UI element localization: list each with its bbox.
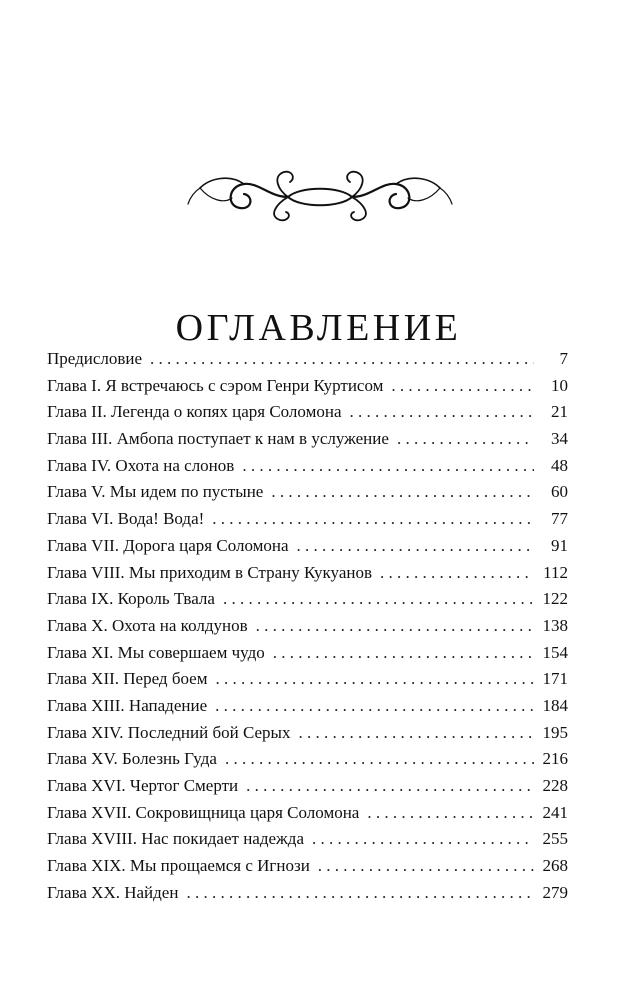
flourish-ornament-icon: [180, 160, 460, 230]
toc-entry-title: Глава IX. Король Твала: [47, 589, 215, 609]
toc-entry: [47, 586, 568, 613]
toc-entry-page: 34: [551, 429, 568, 449]
toc-entry-title: Глава III. Амбопа поступает к нам в услужение: [47, 429, 389, 449]
toc-entry: [47, 773, 568, 800]
toc-entry: [47, 613, 568, 640]
toc-leader-dots: [380, 560, 534, 586]
toc-leader-dots: [242, 453, 534, 479]
toc-leader-dots: [215, 666, 534, 692]
toc-entry-title: Глава IV. Охота на слонов: [47, 455, 235, 475]
toc-entry-page: 48: [551, 455, 568, 475]
toc-entry-title: Глава VIII. Мы приходим в Страну Кукуанов: [47, 562, 372, 582]
toc-entry-page: 60: [551, 482, 568, 502]
toc-entry: [47, 346, 568, 373]
toc-entry-page: 268: [542, 856, 568, 876]
toc-leader-dots: [367, 800, 534, 826]
toc-entry-page: 279: [542, 882, 568, 902]
toc-entry: [47, 640, 568, 667]
toc-leader-dots: [215, 693, 534, 719]
toc-entry: [47, 426, 568, 453]
toc-entry-page: 171: [542, 669, 568, 689]
toc-entry-page: 216: [542, 749, 568, 769]
toc-entry-title: Глава XVII. Сокровищница царя Соломона: [47, 802, 360, 822]
toc-entry: [47, 479, 568, 506]
toc-entry: [47, 399, 568, 426]
toc-leader-dots: [186, 880, 534, 906]
toc-entry: [47, 826, 568, 853]
toc-entry-title: Предисловие: [47, 349, 143, 368]
toc-entry-page: 138: [542, 615, 568, 635]
toc-leader-dots: [225, 746, 534, 772]
toc-entry: [47, 560, 568, 587]
toc-leader-dots: [312, 826, 534, 852]
toc-entry-title: Глава XII. Перед боем: [47, 669, 208, 689]
toc-entry-title: Глава XVIII. Нас покидает надежда: [47, 829, 304, 849]
toc-entry-page: 7: [559, 349, 568, 368]
toc-leader-dots: [246, 773, 534, 799]
toc-entry-title: Глава XVI. Чертог Смерти: [47, 776, 239, 795]
toc-leader-dots: [318, 853, 534, 879]
toc-entry-page: 241: [542, 802, 568, 822]
toc-leader-dots: [397, 426, 534, 452]
toc-entry-title: Глава XV. Болезнь Гуда: [47, 749, 217, 769]
toc-entry-page: 228: [542, 776, 568, 795]
toc-entry: [47, 720, 568, 747]
toc-entry-page: 91: [551, 535, 568, 555]
toc-leader-dots: [256, 613, 534, 639]
toc-leader-dots: [150, 346, 534, 372]
toc-entry-page: 255: [542, 829, 568, 849]
toc-entry-page: 154: [542, 642, 568, 662]
toc-leader-dots: [391, 373, 534, 399]
toc-entry-title: Глава VI. Вода! Вода!: [47, 509, 205, 529]
toc-entry: [47, 453, 568, 480]
toc-leader-dots: [298, 720, 534, 746]
toc-entry: [47, 666, 568, 693]
toc-entry-page: 21: [551, 402, 568, 422]
toc-entry: [47, 533, 568, 560]
toc-entry-page: 122: [542, 589, 568, 609]
toc-leader-dots: [297, 533, 534, 559]
toc-leader-dots: [212, 506, 534, 532]
toc-entry-title: Глава I. Я встречаюсь с сэром Генри Куртисом: [47, 375, 384, 395]
toc-entry: [47, 693, 568, 720]
toc-entry: [47, 746, 568, 773]
page-title: ОГЛАВЛЕНИЕ: [175, 307, 462, 350]
toc-entry-title: Глава X. Охота на колдунов: [47, 615, 248, 635]
toc-entry-title: Глава XIX. Мы прощаемся с Игнози: [47, 856, 310, 876]
toc-entry: [47, 506, 568, 533]
toc-entry-page: 10: [551, 375, 568, 395]
toc-entry: [47, 800, 568, 827]
toc-leader-dots: [273, 640, 534, 666]
toc-entry-title: Глава VII. Дорога царя Соломона: [47, 535, 289, 555]
toc-entry-page: 195: [542, 722, 568, 742]
toc-entry-title: Глава XI. Мы совершаем чудо: [47, 642, 265, 662]
toc-entry-title: Глава XX. Найден: [47, 882, 179, 902]
toc-entry-title: Глава V. Мы идем по пустыне: [47, 482, 264, 502]
toc-leader-dots: [350, 399, 535, 425]
toc-entry: [47, 373, 568, 400]
toc-entry-title: Глава XIV. Последний бой Серых: [47, 722, 291, 742]
table-of-contents: [47, 346, 568, 906]
toc-entry-page: 184: [542, 695, 568, 715]
toc-leader-dots: [223, 586, 534, 612]
toc-entry-page: 77: [551, 509, 568, 529]
toc-leader-dots: [271, 479, 534, 505]
toc-entry: [47, 853, 568, 880]
toc-entry-page: 112: [543, 562, 568, 582]
toc-entry-title: Глава II. Легенда о копях царя Соломона: [47, 402, 342, 422]
toc-entry-title: Глава XIII. Нападение: [47, 695, 208, 715]
toc-entry: [47, 880, 568, 907]
